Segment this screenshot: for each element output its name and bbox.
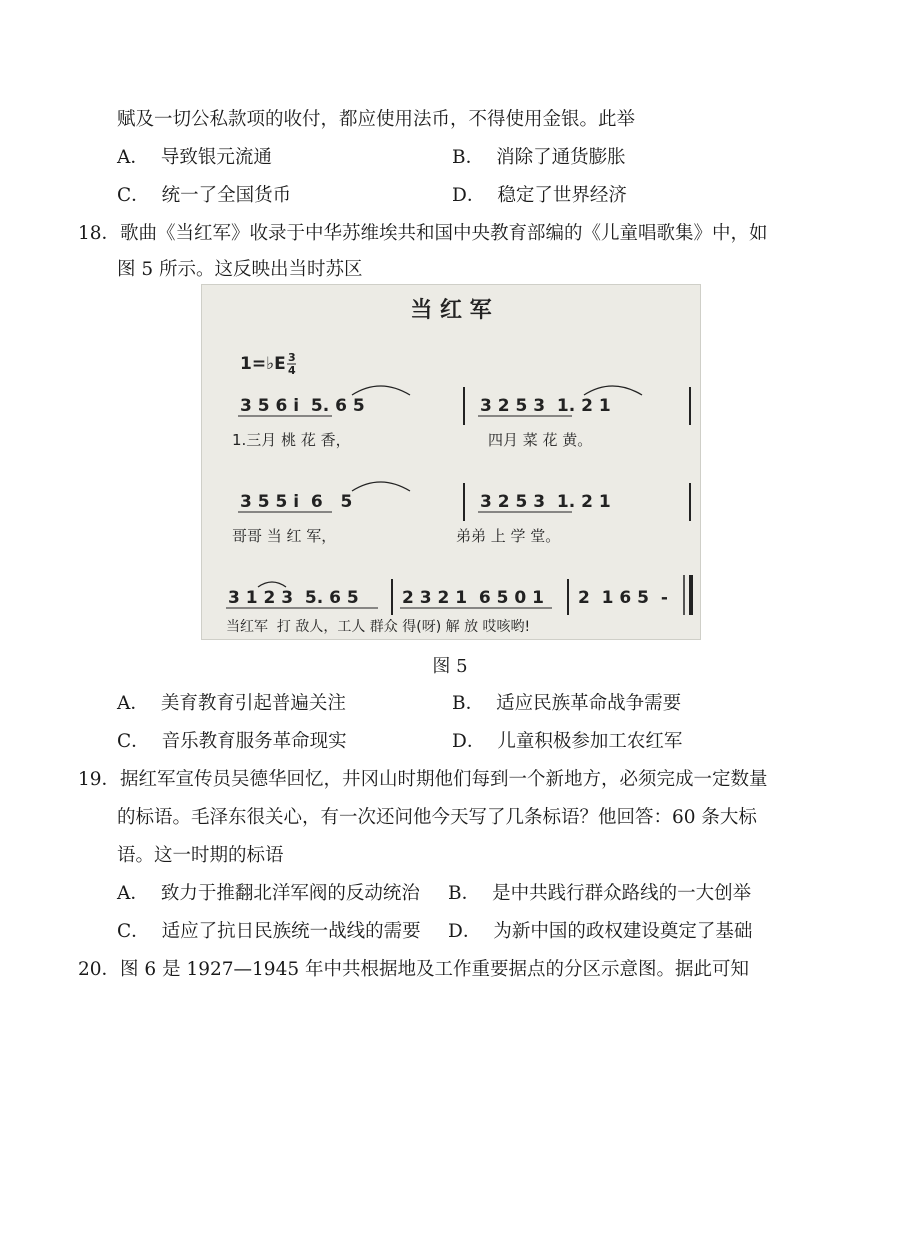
option-letter: D． bbox=[452, 731, 486, 752]
option-letter: D． bbox=[448, 921, 482, 942]
row2-notes-a: 3 5 5 i 6 5 bbox=[240, 492, 353, 512]
option-text: 致力于推翻北洋军阀的反动统治 bbox=[160, 883, 420, 904]
row2-lyrics-b: 弟弟 上 学 堂。 bbox=[456, 527, 561, 545]
question-number: 18． bbox=[78, 223, 121, 244]
score-title: 当 红 军 bbox=[410, 298, 492, 323]
option-text: 儿童积极参加工农红军 bbox=[497, 731, 683, 752]
q17-option-d bbox=[452, 184, 627, 208]
q18-option-d bbox=[452, 730, 682, 754]
score-meter-top: 3 bbox=[288, 351, 296, 364]
row1-lyrics-b: 四月 菜 花 黄。 bbox=[488, 431, 593, 449]
q19-stem-line2: 的标语。毛泽东很关心，有一次还问他今天写了几条标语？他回答：60 条大标 bbox=[117, 807, 757, 828]
option-letter: D． bbox=[452, 185, 486, 206]
option-letter: B． bbox=[448, 883, 481, 904]
option-letter: B． bbox=[452, 147, 485, 168]
question-number: 19． bbox=[78, 769, 121, 790]
row1-notes-b: 3 2 5 3 1. 2 1 bbox=[480, 396, 611, 416]
q19-option-a bbox=[117, 882, 420, 906]
question-number: 20． bbox=[78, 959, 121, 980]
q19-stem-line1 bbox=[78, 768, 768, 792]
option-letter: A． bbox=[117, 883, 149, 904]
option-letter: C． bbox=[117, 731, 150, 752]
row3-lyrics: 当红军 打 敌人，工人 群众 得(呀) 解 放 哎咳哟! bbox=[226, 619, 531, 635]
row3-notes-a: 3 1 2 3 5. 6 5 bbox=[228, 588, 359, 608]
row2-lyrics-a: 哥哥 当 红 军， bbox=[232, 527, 337, 545]
q17-option-c bbox=[117, 184, 291, 208]
q20-stem-line1 bbox=[78, 958, 749, 982]
q17-stem-tail: 赋及一切公私款项的收付，都应使用法币，不得使用金银。此举 bbox=[117, 109, 636, 130]
q18-option-c bbox=[117, 730, 347, 754]
option-text: 稳定了世界经济 bbox=[497, 185, 627, 206]
slur bbox=[352, 386, 410, 395]
q19-option-c bbox=[117, 920, 421, 944]
option-letter: C． bbox=[117, 921, 150, 942]
row1-notes-a: 3 5 6 i 5. 6 5 bbox=[240, 396, 365, 416]
q19-option-d bbox=[448, 920, 752, 944]
slur bbox=[352, 482, 410, 491]
q18-option-b bbox=[452, 692, 681, 716]
option-text: 统一了全国货币 bbox=[161, 185, 292, 206]
option-text: 是中共践行群众路线的一大创举 bbox=[492, 883, 752, 904]
question-stem: 据红军宣传员吴德华回忆，井冈山时期他们每到一个新地方，必须完成一定数量 bbox=[120, 769, 768, 790]
slur bbox=[258, 582, 286, 587]
slur bbox=[584, 386, 642, 395]
option-text: 为新中国的政权建设奠定了基础 bbox=[493, 921, 753, 942]
option-letter: C． bbox=[117, 185, 150, 206]
option-letter: B． bbox=[452, 693, 485, 714]
question-stem: 图 6 是 1927—1945 年中共根据地及工作重要据点的分区示意图。据此可知 bbox=[120, 959, 750, 980]
option-letter: A． bbox=[117, 693, 149, 714]
row3-notes-c: 2 1 6 5 - bbox=[578, 588, 668, 608]
q18-option-a bbox=[117, 692, 346, 716]
score-meter-bottom: 4 bbox=[288, 364, 296, 377]
q17-option-b bbox=[452, 146, 626, 170]
row1-lyrics-a: 1.三月 桃 花 香， bbox=[232, 431, 351, 449]
question-stem: 歌曲《当红军》收录于中华苏维埃共和国中央教育部编的《儿童唱歌集》中，如 bbox=[120, 223, 768, 244]
score-key: 1=♭E bbox=[240, 354, 286, 374]
option-text: 适应民族革命战争需要 bbox=[496, 693, 682, 714]
row3-notes-b: 2 3 2 1 6 5 0 1 bbox=[402, 588, 544, 608]
q18-stem-line1 bbox=[78, 222, 768, 246]
q19-option-b bbox=[448, 882, 751, 906]
option-text: 导致银元流通 bbox=[160, 147, 272, 168]
q18-stem-line2: 图 5 所示。这反映出当时苏区 bbox=[117, 259, 363, 280]
row2-notes-b: 3 2 5 3 1. 2 1 bbox=[480, 492, 611, 512]
option-letter: A． bbox=[117, 147, 149, 168]
q17-option-a bbox=[117, 146, 272, 170]
option-text: 适应了抗日民族统一战线的需要 bbox=[161, 921, 421, 942]
option-text: 音乐教育服务革命现实 bbox=[161, 731, 347, 752]
q19-stem-line3: 语。这一时期的标语 bbox=[117, 845, 284, 866]
option-text: 消除了通货膨胀 bbox=[496, 147, 626, 168]
option-text: 美育教育引起普遍关注 bbox=[160, 693, 346, 714]
song-score-image bbox=[201, 284, 701, 640]
figure-caption: 图 5 bbox=[432, 656, 468, 677]
song-score bbox=[202, 285, 700, 639]
